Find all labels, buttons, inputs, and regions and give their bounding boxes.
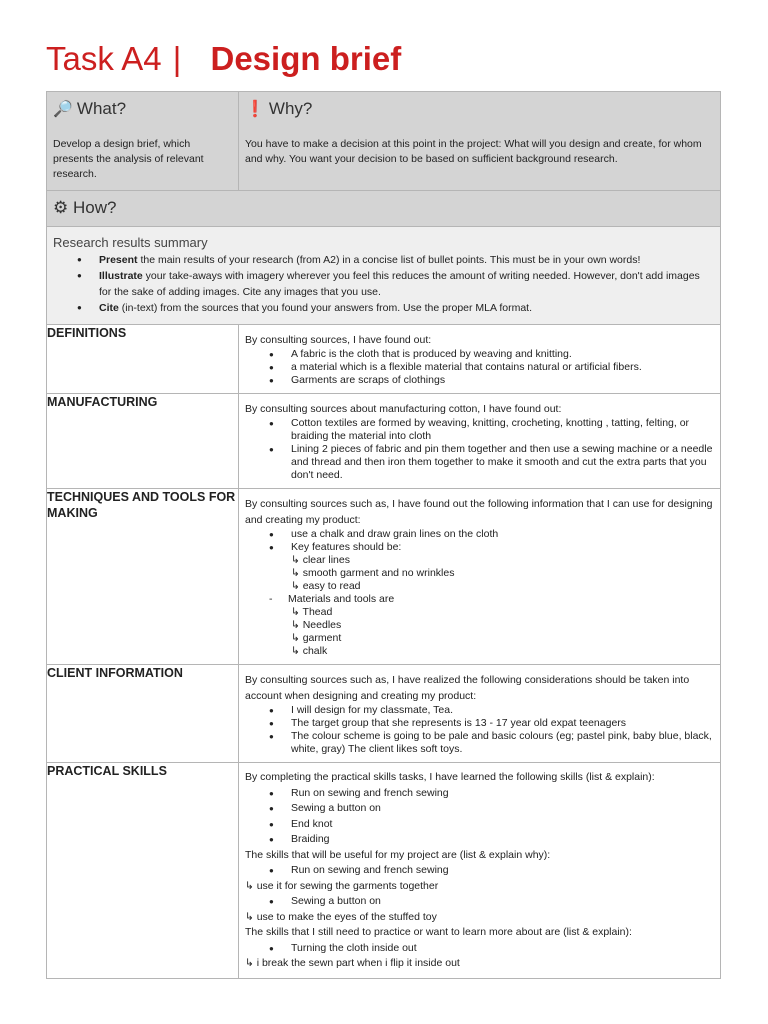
list-item: ● Sewing a button on <box>245 894 714 910</box>
what-heading-text: What? <box>76 99 127 118</box>
list-item: ● Key features should be: <box>245 541 714 554</box>
magnifier-icon: 🔎 <box>53 101 73 118</box>
what-text: Develop a design brief, which presents the analysis of relevant research. <box>53 138 204 180</box>
client-row <box>47 665 721 763</box>
materials-heading: - Materials and tools are <box>245 593 714 606</box>
list-item: ● The colour scheme is going to be pale and basic colours (eg; pastel pink, baby blue, black, white, gray) The client likes soft toys. <box>245 730 714 756</box>
material-item: ↳ Thead <box>291 606 333 618</box>
list-item: ● Illustrate your take-aways with imagery wherever you feel this reduces the amount of writing needed. However, don't add images for the sake of adding images. Cite any images that you use. <box>81 268 714 300</box>
material-item: ↳ chalk <box>291 645 328 657</box>
exclamation-icon: ❗ <box>245 101 265 118</box>
why-heading-text: Why? <box>268 99 313 118</box>
practical-intro: By completing the practical skills tasks, I have learned the following skills (list & explain): <box>245 771 655 783</box>
list-item: ● Garments are scraps of clothings <box>245 374 714 387</box>
list-item: ● The target group that she represents is 13 - 17 year old expat teenagers <box>245 717 714 730</box>
title-task: Task A4 <box>46 40 162 77</box>
client-label: CLIENT INFORMATION <box>47 665 239 763</box>
useful-note: ↳ use it for sewing the garments together <box>245 879 439 892</box>
client-intro: By consulting sources such as, I have realized the following considerations should be taken into account when designing and creating my product: <box>245 674 690 702</box>
list-item: ● Run on sewing and french sewing <box>245 786 714 802</box>
design-brief-table <box>46 91 721 979</box>
definitions-content <box>239 325 721 394</box>
why-text: You have to make a decision at this point in the project: What will you design and create, for whom and why. You want your decision to be based on sufficient background research. <box>245 138 702 165</box>
list-item: ● End knot <box>245 817 714 833</box>
summary-cell <box>47 227 721 325</box>
techniques-label: TECHNIQUES AND TOOLS FOR MAKING <box>47 489 239 665</box>
techniques-row <box>47 489 721 665</box>
client-content <box>239 665 721 763</box>
list-item: ● Turning the cloth inside out <box>245 941 714 957</box>
list-item: ● A fabric is the cloth that is produced by weaving and knitting. <box>245 348 714 361</box>
practical-content <box>239 763 721 979</box>
title-separator: | <box>172 40 182 77</box>
useful-intro: The skills that will be useful for my project are (list & explain why): <box>245 848 551 861</box>
why-cell <box>239 92 721 191</box>
practical-row <box>47 763 721 979</box>
feature-item: ↳ clear lines <box>291 554 350 566</box>
how-heading-text: How? <box>72 198 117 217</box>
summary-list <box>53 252 714 316</box>
list-item: ● a material which is a flexible material that contains natural or artificial fibers. <box>245 361 714 374</box>
techniques-intro: By consulting sources such as, I have found out the following information that I can use for designing and creating my product: <box>245 498 713 526</box>
material-item: ↳ Needles <box>291 619 342 631</box>
list-item: ● use a chalk and draw grain lines on the cloth <box>245 528 714 541</box>
what-heading <box>47 92 238 125</box>
definitions-intro: By consulting sources, I have found out: <box>245 334 432 346</box>
what-why-row <box>47 92 721 191</box>
material-item: ↳ garment <box>291 632 342 644</box>
what-cell <box>47 92 239 191</box>
feature-item: ↳ smooth garment and no wrinkles <box>291 567 455 579</box>
feature-item: ↳ easy to read <box>291 580 361 592</box>
manufacturing-content <box>239 394 721 489</box>
manufacturing-intro: By consulting sources about manufacturing cotton, I have found out: <box>245 403 562 415</box>
list-item: ● Sewing a button on <box>245 801 714 817</box>
list-item: ● Present the main results of your research (from A2) in a concise list of bullet points. This must be in your own words! <box>81 252 714 268</box>
page-title <box>46 40 401 78</box>
practice-note: ↳ i break the sewn part when i flip it inside out <box>245 957 460 969</box>
manufacturing-label: MANUFACTURING <box>47 394 239 489</box>
list-item: ● Run on sewing and french sewing <box>245 863 714 879</box>
summary-row <box>47 227 721 325</box>
summary-heading: Research results summary <box>53 235 208 250</box>
why-heading <box>239 92 720 125</box>
list-item: ● Braiding <box>245 832 714 848</box>
how-heading <box>47 191 720 226</box>
list-item: ● Cite (in-text) from the sources that you found your answers from. Use the proper MLA format. <box>81 300 714 316</box>
list-item: ● Cotton textiles are formed by weaving, knitting, crocheting, knotting , tatting, felting, or braiding the material into cloth <box>245 417 714 443</box>
definitions-row <box>47 325 721 394</box>
list-item: ● I will design for my classmate, Tea. <box>245 704 714 717</box>
techniques-content <box>239 489 721 665</box>
how-row <box>47 191 721 227</box>
title-main: Design brief <box>210 40 402 77</box>
useful-note: ↳ use to make the eyes of the stuffed toy <box>245 910 437 923</box>
how-cell <box>47 191 721 227</box>
definitions-label: DEFINITIONS <box>47 325 239 394</box>
practical-label: PRACTICAL SKILLS <box>47 763 239 979</box>
gear-icon: ⚙ <box>53 198 69 217</box>
practice-intro: The skills that I still need to practice or want to learn more about are (list & explain): <box>245 926 632 938</box>
manufacturing-row <box>47 394 721 489</box>
list-item: ● Lining 2 pieces of fabric and pin them together and then use a sewing machine or a needle and thread and then iron them together to make it smooth and cut the extra parts that you don't need. <box>245 443 714 482</box>
